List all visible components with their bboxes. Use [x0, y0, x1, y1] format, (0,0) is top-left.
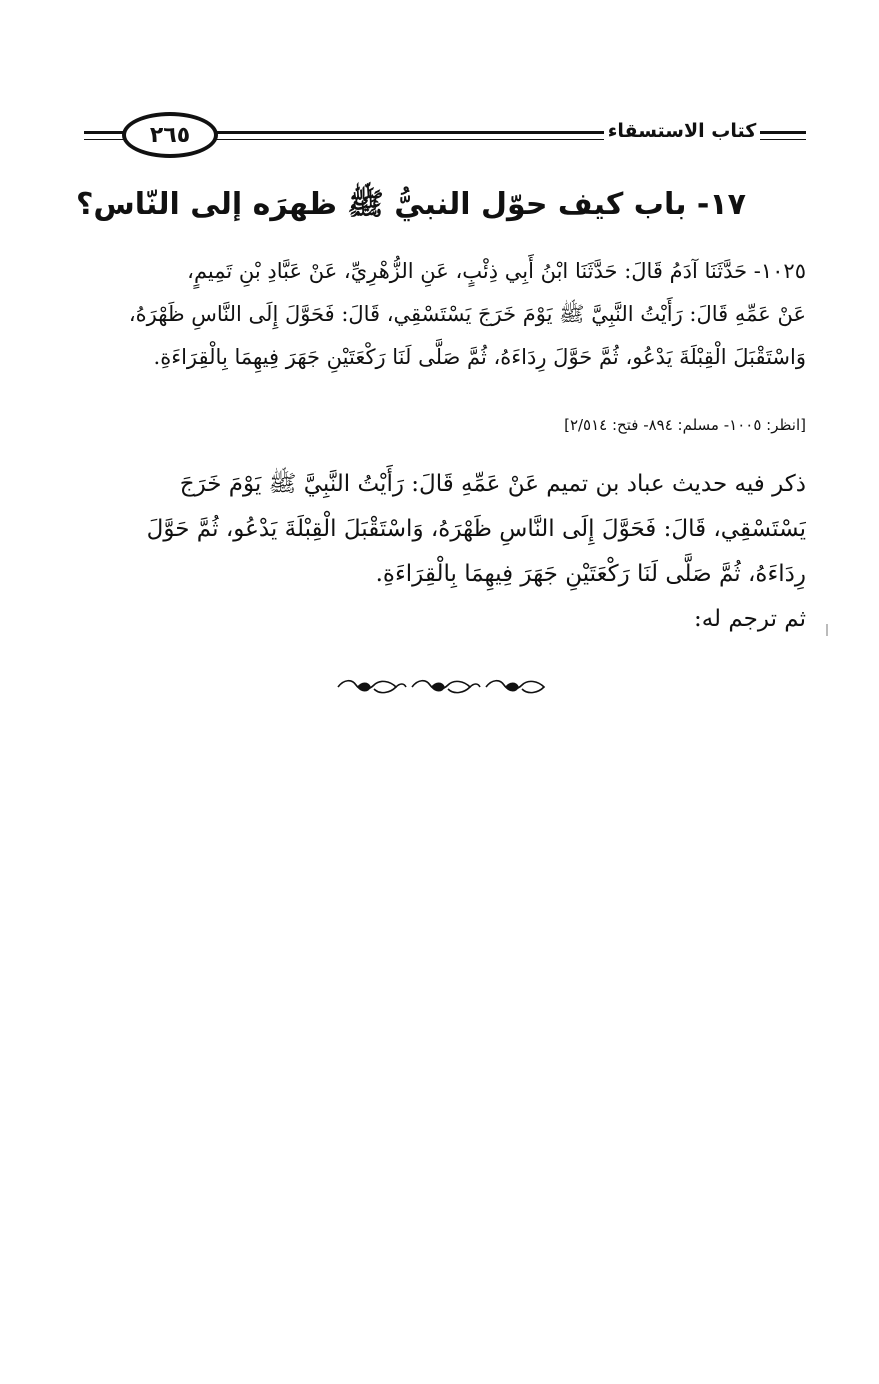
- chapter-heading: ١٧- باب كيف حوّل النبيُّ ﷺ ظهرَه إلى النّاس؟: [75, 187, 746, 222]
- hadith-line: ١٠٢٥- حَدَّثَنَا آدَمُ قَالَ: حَدَّثَنَا ابْنُ أَبِي ذِئْبٍ، عَنِ الزُّهْرِيِّ، عَنْ عَبَّادِ بْنِ تَمِيمٍ،: [187, 259, 806, 283]
- running-title: كتاب الاستسقاء: [607, 120, 757, 142]
- hadith-line: وَاسْتَقْبَلَ الْقِبْلَةَ يَدْعُو، ثُمَّ حَوَّلَ رِدَاءَهُ، ثُمَّ صَلَّى لَنَا رَكْعَتَيْنِ جَهَرَ فِيهِمَا بِالْقِرَاءَةِ.: [153, 345, 806, 369]
- header-rule-middle: [204, 131, 604, 134]
- header-rule-right-thin: [760, 139, 806, 140]
- hadith-reference: [انظر: ١٠٠٥- مسلم: ٨٩٤- فتح: ٢/٥١٤]: [564, 416, 806, 434]
- commentary-line: يَسْتَسْقِي، قَالَ: فَحَوَّلَ إِلَى النَّاسِ ظَهْرَهُ، وَاسْتَقْبَلَ الْقِبْلَةَ يَدْعُو، ثُمَّ حَوَّلَ: [146, 516, 806, 542]
- header-rule-right: [760, 131, 806, 134]
- commentary-line: رِدَاءَهُ، ثُمَّ صَلَّى لَنَا رَكْعَتَيْنِ جَهَرَ فِيهِمَا بِالْقِرَاءَةِ.: [375, 561, 806, 587]
- floral-divider-icon: [334, 676, 554, 698]
- commentary-line: ذكر فيه حديث عباد بن تميم عَنْ عَمِّهِ قَالَ: رَأَيْتُ النَّبِيَّ ﷺ يَوْمَ خَرَجَ: [179, 471, 806, 497]
- page-header: [84, 112, 806, 164]
- commentary-text: [84, 462, 806, 642]
- hadith-line: عَنْ عَمِّهِ قَالَ: رَأَيْتُ النَّبِيَّ ﷺ يَوْمَ خَرَجَ يَسْتَسْقِي، قَالَ: فَحَوَّلَ إِلَى النَّاسِ ظَهْرَهُ،: [128, 302, 806, 326]
- header-rule-middle-thin: [204, 139, 604, 140]
- hadith-text: [84, 250, 806, 379]
- commentary-line: ثم ترجم له:: [693, 606, 806, 632]
- margin-mark: [826, 624, 828, 636]
- page-number: ٢٦٥: [122, 112, 218, 158]
